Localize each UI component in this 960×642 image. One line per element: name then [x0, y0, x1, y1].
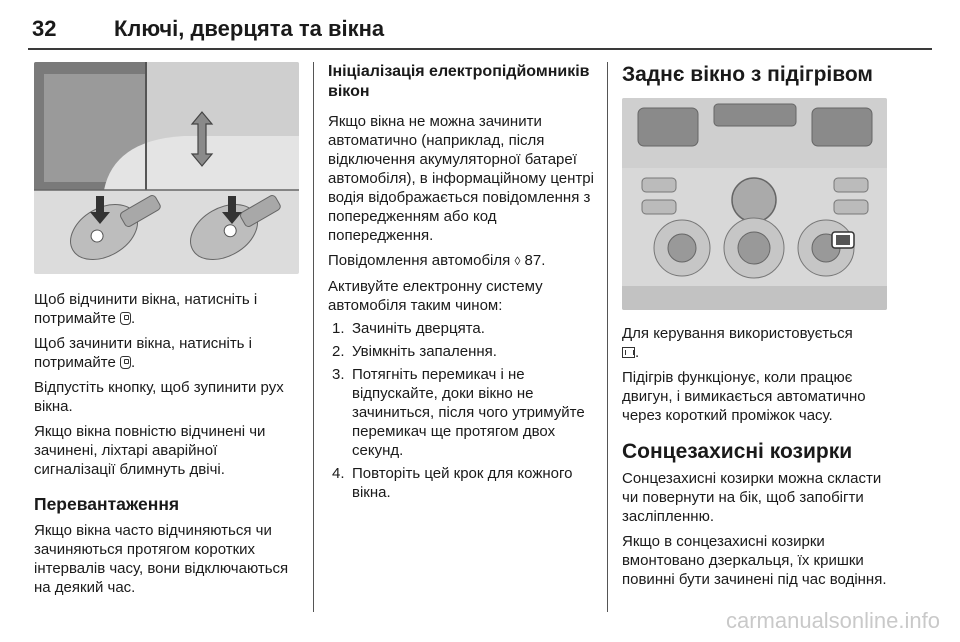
- page-number: 32: [32, 16, 57, 41]
- page-header: [28, 12, 932, 50]
- paragraph-activate-electronics: Активуйте електронну систему автомобіля таким чином:: [328, 278, 543, 314]
- heading-heated-rear-window: Заднє вікно з підігрівом: [622, 63, 873, 86]
- heading-window-initialisation: Ініціалізація електропідйомників вікон: [328, 63, 590, 100]
- key-unlock-icon: [120, 312, 131, 325]
- list-item: 2. Увімкніть запалення.: [332, 343, 497, 360]
- paragraph-heating-operation: Підігрів функціонує, коли працює двигун, і вимикається автоматично через короткий проміжок часу.: [622, 369, 866, 424]
- paragraph-hazard-lights: Якщо вікна повністю відчинені чи зачинені, ліхтарі аварійної сигналізації блимнуть двічі.: [34, 423, 266, 478]
- column-divider: [607, 62, 608, 612]
- paragraph-vanity-mirrors: Якщо в сонцезахисні козирки вмонтовано дзеркальця, їх кришки повинні бути зачинені під час водіння.: [622, 533, 887, 588]
- list-item: 1. Зачиніть дверцята.: [332, 320, 485, 337]
- heading-sun-visors: Сонцезахисні козирки: [622, 440, 853, 463]
- paragraph-open-windows: Щоб відчинити вікна, натисніть і потримайте .: [34, 291, 258, 327]
- paragraph-control: Для керування використовується .: [622, 325, 853, 361]
- climate-control-panel-figure: [622, 98, 887, 310]
- page-reference-icon: ◊: [514, 254, 521, 268]
- paragraph-vehicle-messages: Повідомлення автомобіля ◊ 87.: [328, 252, 546, 269]
- column-left: [34, 62, 299, 597]
- list-item: 4. Повторіть цей крок для кожного вікна.: [332, 465, 573, 501]
- paragraph-overload: Якщо вікна часто відчиняються чи зачиняються протягом коротких інтервалів часу, вони відключаються на деякий час.: [34, 522, 289, 596]
- chapter-title: Ключі, дверцята та вікна: [114, 16, 385, 41]
- rear-window-defrost-icon: [622, 347, 635, 358]
- column-right: [622, 62, 887, 589]
- column-middle: [328, 62, 594, 502]
- paragraph-cannot-close: Якщо вікна не можна зачинити автоматично (наприклад, після відключення акумуляторної батареї автомобіля), в інформаційному центрі водія відображається повідомлення з попередженням або код попередження.: [328, 113, 594, 244]
- paragraph-close-windows: Щоб зачинити вікна, натисніть і потримайте .: [34, 335, 252, 371]
- steps-list: [328, 319, 594, 502]
- list-item: 3. Потягніть перемикач і не відпускайте, доки вікно не зачиниться, після чого утримуйте перемикач ще протягом двох секунд.: [332, 366, 585, 459]
- watermark: carmanualsonline.info: [725, 608, 940, 633]
- column-divider: [313, 62, 314, 612]
- key-fob-window-figure: [34, 62, 299, 274]
- paragraph-sun-visors: Сонцезахисні козирки можна скласти чи повернути на бік, щоб запобігти засліпленню.: [622, 470, 882, 525]
- paragraph-release-button: Відпустіть кнопку, щоб зупинити рух вікна.: [34, 379, 284, 415]
- key-lock-icon: [120, 356, 131, 369]
- heading-overload: Перевантаження: [34, 494, 180, 514]
